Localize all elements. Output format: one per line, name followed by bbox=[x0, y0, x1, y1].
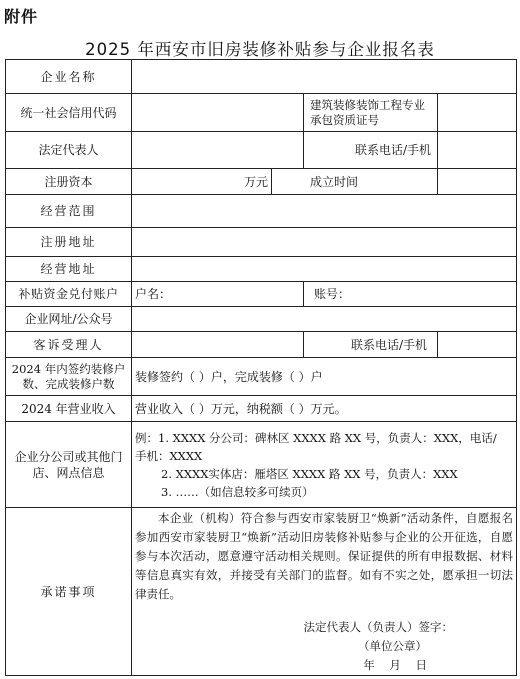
contracts-label: 2024 年内签约装修户数、完成装修户数 bbox=[6, 358, 132, 396]
branch-label: 企业分公司或其他门店、网点信息 bbox=[6, 422, 132, 508]
branch-line: 例：1. XXXX 分公司：碑林区 XXXX 路 XX 号，负责人：XXX，电话/ bbox=[135, 430, 497, 445]
date-line[interactable]: 年 月 日 bbox=[363, 658, 428, 672]
promise-field bbox=[132, 508, 517, 676]
account-name-label: 户名： bbox=[135, 287, 172, 301]
qualification-cert-label: 建筑装修装饰工程专业承包资质证号 bbox=[304, 94, 438, 132]
promise-text: 本企业（机构）符合参与西安市家装厨卫“焕新”活动条件，自愿报名参加西安市家装厨卫“焕新”活动旧房装修补贴参与企业的公开征选，自愿参与本次活动，愿意遵守活动相关规则。保证提供的所有申报数据、材料等信息真实有效，并接受有关部门的监督。如有不实之处，愿承担一切法律责任。 bbox=[135, 511, 514, 601]
reg-address-field[interactable] bbox=[132, 228, 517, 257]
credit-code-label: 统一社会信用代码 bbox=[6, 94, 132, 132]
legal-rep-field[interactable] bbox=[132, 132, 304, 169]
attachment-label: 附件 bbox=[4, 7, 39, 26]
complaint-field[interactable] bbox=[132, 332, 304, 358]
signature-line[interactable]: 法定代表人（负责人）签字： bbox=[303, 620, 454, 634]
op-address-field[interactable] bbox=[132, 257, 517, 282]
branch-line: 3. ……（如信息较多可续页） bbox=[161, 484, 314, 499]
complaint-label: 客诉受理人 bbox=[6, 332, 132, 358]
legal-rep-label: 法定代表人 bbox=[6, 132, 132, 169]
phone-field[interactable] bbox=[438, 132, 517, 169]
account-no-label: 账号： bbox=[314, 287, 351, 301]
contracts-field[interactable]: 装修签约（ ）户，完成装修（ ）户 bbox=[132, 358, 517, 396]
reg-capital-label: 注册资本 bbox=[6, 169, 132, 195]
website-label: 企业网址/公众号 bbox=[6, 307, 132, 332]
established-field[interactable] bbox=[438, 169, 517, 195]
promise-label: 承诺事项 bbox=[6, 508, 132, 676]
account-name-field[interactable] bbox=[132, 282, 304, 307]
company-name-label: 企业名称 bbox=[6, 60, 132, 94]
branch-line: 手机：XXXX bbox=[135, 448, 203, 463]
business-scope-field[interactable] bbox=[132, 195, 517, 228]
branch-line: 2. XXXX实体店：雁塔区 XXXX 路 XX 号，负责人：XXX bbox=[161, 466, 458, 481]
company-name-field[interactable] bbox=[132, 60, 517, 94]
phone-label: 联系电话/手机 bbox=[304, 132, 438, 169]
established-label: 成立时间 bbox=[272, 169, 438, 195]
reg-address-label: 注册地址 bbox=[6, 228, 132, 257]
revenue-field[interactable]: 营业收入（ ）万元，纳税额（ ）万元。 bbox=[132, 396, 517, 422]
wan-yuan-unit: 万元 bbox=[243, 174, 268, 189]
reg-capital-field[interactable] bbox=[132, 169, 272, 195]
account-no-field[interactable] bbox=[304, 282, 517, 307]
complaint-phone-label: 联系电话/手机 bbox=[304, 332, 438, 358]
business-scope-label: 经营范围 bbox=[6, 195, 132, 228]
subsidy-account-label: 补贴资金兑付账户 bbox=[6, 282, 132, 307]
op-address-label: 经营地址 bbox=[6, 257, 132, 282]
form-title: 2025 年西安市旧房装修补贴参与企业报名表 bbox=[85, 40, 435, 59]
revenue-label: 2024 年营业收入 bbox=[6, 396, 132, 422]
website-field[interactable] bbox=[132, 307, 517, 332]
qualification-cert-field[interactable] bbox=[438, 94, 517, 132]
credit-code-field[interactable] bbox=[132, 94, 304, 132]
branch-field[interactable] bbox=[132, 422, 517, 508]
seal-label: （单位公章） bbox=[358, 639, 428, 653]
complaint-phone-field[interactable] bbox=[438, 332, 517, 358]
registration-form-table bbox=[5, 59, 517, 676]
